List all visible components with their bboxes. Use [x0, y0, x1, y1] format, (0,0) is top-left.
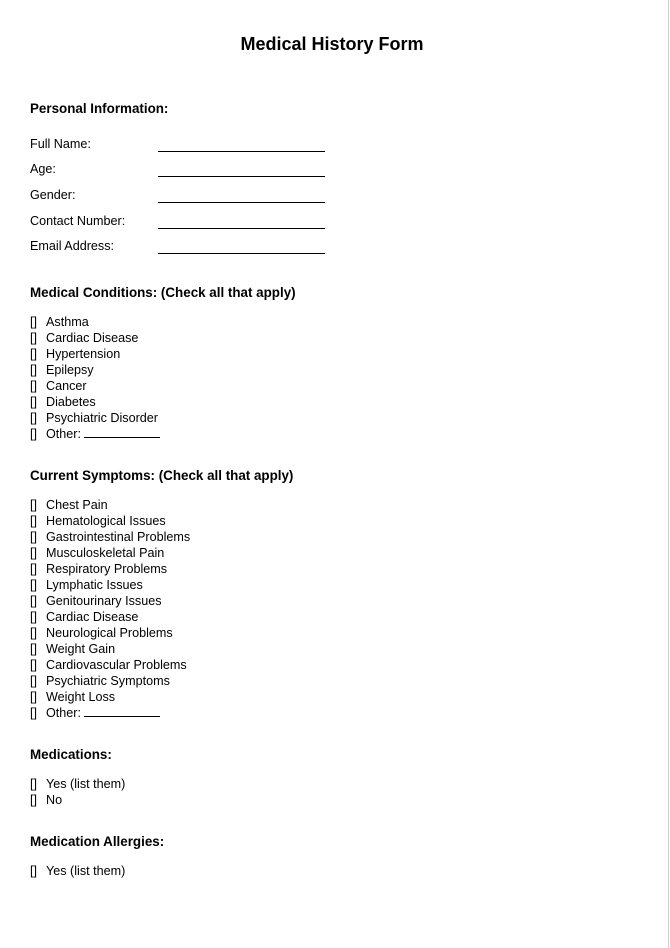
medications-no[interactable] [30, 792, 125, 808]
condition-cardiac-disease[interactable] [30, 330, 160, 346]
checkbox[interactable]: [] [30, 777, 37, 791]
medications-yes[interactable] [30, 776, 125, 792]
checkbox[interactable]: [] [30, 864, 37, 878]
age-label: Age: [30, 162, 56, 176]
checkbox[interactable]: [] [30, 562, 37, 576]
condition-other[interactable] [30, 426, 160, 442]
checkbox[interactable]: [] [30, 706, 37, 720]
symptom-other-blank[interactable] [84, 705, 160, 717]
symptom-label: Other: [46, 706, 81, 720]
symptom-weight-gain[interactable] [30, 641, 190, 657]
symptom-label: Respiratory Problems [46, 562, 168, 576]
condition-label: Epilepsy [46, 363, 94, 377]
condition-asthma[interactable] [30, 314, 160, 330]
symptom-label: Neurological Problems [46, 626, 173, 640]
symptom-psychiatric-symptoms[interactable] [30, 673, 190, 689]
checkbox[interactable]: [] [30, 658, 37, 672]
checkbox[interactable]: [] [30, 626, 37, 640]
medications-list [30, 776, 125, 808]
condition-cancer[interactable] [30, 378, 160, 394]
symptom-musculoskeletal-pain[interactable] [30, 545, 190, 561]
symptom-label: Weight Loss [46, 690, 116, 704]
symptom-label: Hematological Issues [46, 514, 166, 528]
medication-allergies-list [30, 863, 125, 879]
symptom-label: Cardiovascular Problems [46, 658, 187, 672]
condition-diabetes[interactable] [30, 394, 160, 410]
checkbox[interactable]: [] [30, 610, 37, 624]
current-symptoms-heading: Current Symptoms: (Check all that apply) [30, 468, 294, 483]
symptom-label: Psychiatric Symptoms [46, 674, 170, 688]
full-name-label: Full Name: [30, 137, 91, 151]
checkbox[interactable]: [] [30, 793, 37, 807]
symptom-label: Musculoskeletal Pain [46, 546, 165, 560]
gender-label: Gender: [30, 188, 76, 202]
medications-heading: Medications: [30, 747, 112, 762]
checkbox[interactable]: [] [30, 331, 37, 345]
symptom-other[interactable] [30, 705, 190, 721]
checkbox[interactable]: [] [30, 514, 37, 528]
checkbox[interactable]: [] [30, 427, 37, 441]
email-address-label: Email Address: [30, 239, 114, 253]
symptom-label: Cardiac Disease [46, 610, 139, 624]
medications-option-label: No [46, 793, 63, 807]
symptom-label: Lymphatic Issues [46, 578, 143, 592]
symptom-hematological-issues[interactable] [30, 513, 190, 529]
condition-label: Diabetes [46, 395, 96, 409]
age-blank[interactable] [158, 176, 325, 177]
symptom-cardiac-disease[interactable] [30, 609, 190, 625]
condition-epilepsy[interactable] [30, 362, 160, 378]
checkbox[interactable]: [] [30, 347, 37, 361]
condition-other-blank[interactable] [84, 426, 160, 438]
condition-psychiatric-disorder[interactable] [30, 410, 160, 426]
symptom-label: Gastrointestinal Problems [46, 530, 191, 544]
medical-conditions-list [30, 314, 160, 442]
full-name-field [30, 137, 330, 155]
condition-label: Cancer [46, 379, 87, 393]
symptom-chest-pain[interactable] [30, 497, 190, 513]
contact-number-label: Contact Number: [30, 214, 126, 228]
checkbox[interactable]: [] [30, 315, 37, 329]
checkbox[interactable]: [] [30, 395, 37, 409]
symptom-weight-loss[interactable] [30, 689, 190, 705]
condition-hypertension[interactable] [30, 346, 160, 362]
personal-info-heading: Personal Information: [30, 101, 169, 116]
allergies-yes[interactable] [30, 863, 125, 879]
checkbox[interactable]: [] [30, 363, 37, 377]
medical-conditions-heading: Medical Conditions: (Check all that apply) [30, 285, 296, 300]
medications-option-label: Yes (list them) [46, 777, 126, 791]
email-address-field [30, 239, 330, 257]
checkbox[interactable]: [] [30, 379, 37, 393]
email-address-blank[interactable] [158, 253, 325, 254]
checkbox[interactable]: [] [30, 578, 37, 592]
checkbox[interactable]: [] [30, 498, 37, 512]
condition-label: Other: [46, 427, 81, 441]
symptom-genitourinary-issues[interactable] [30, 593, 190, 609]
symptom-neurological-problems[interactable] [30, 625, 190, 641]
checkbox[interactable]: [] [30, 411, 37, 425]
condition-label: Asthma [46, 315, 89, 329]
contact-number-field [30, 214, 330, 232]
contact-number-blank[interactable] [158, 228, 325, 229]
current-symptoms-list [30, 497, 190, 721]
condition-label: Psychiatric Disorder [46, 411, 158, 425]
full-name-blank[interactable] [158, 151, 325, 152]
checkbox[interactable]: [] [30, 546, 37, 560]
gender-field [30, 188, 330, 206]
symptom-lymphatic-issues[interactable] [30, 577, 190, 593]
symptom-label: Weight Gain [46, 642, 116, 656]
checkbox[interactable]: [] [30, 674, 37, 688]
symptom-respiratory-problems[interactable] [30, 561, 190, 577]
symptom-label: Chest Pain [46, 498, 108, 512]
medication-allergies-heading: Medication Allergies: [30, 834, 165, 849]
form-title: Medical History Form [240, 34, 424, 54]
age-field [30, 162, 330, 180]
checkbox[interactable]: [] [30, 690, 37, 704]
symptom-gastrointestinal-problems[interactable] [30, 529, 190, 545]
symptom-label: Genitourinary Issues [46, 594, 162, 608]
condition-label: Cardiac Disease [46, 331, 139, 345]
condition-label: Hypertension [46, 347, 121, 361]
checkbox[interactable]: [] [30, 642, 37, 656]
checkbox[interactable]: [] [30, 594, 37, 608]
checkbox[interactable]: [] [30, 530, 37, 544]
symptom-cardiovascular-problems[interactable] [30, 657, 190, 673]
gender-blank[interactable] [158, 202, 325, 203]
allergies-option-label: Yes (list them) [46, 864, 126, 878]
